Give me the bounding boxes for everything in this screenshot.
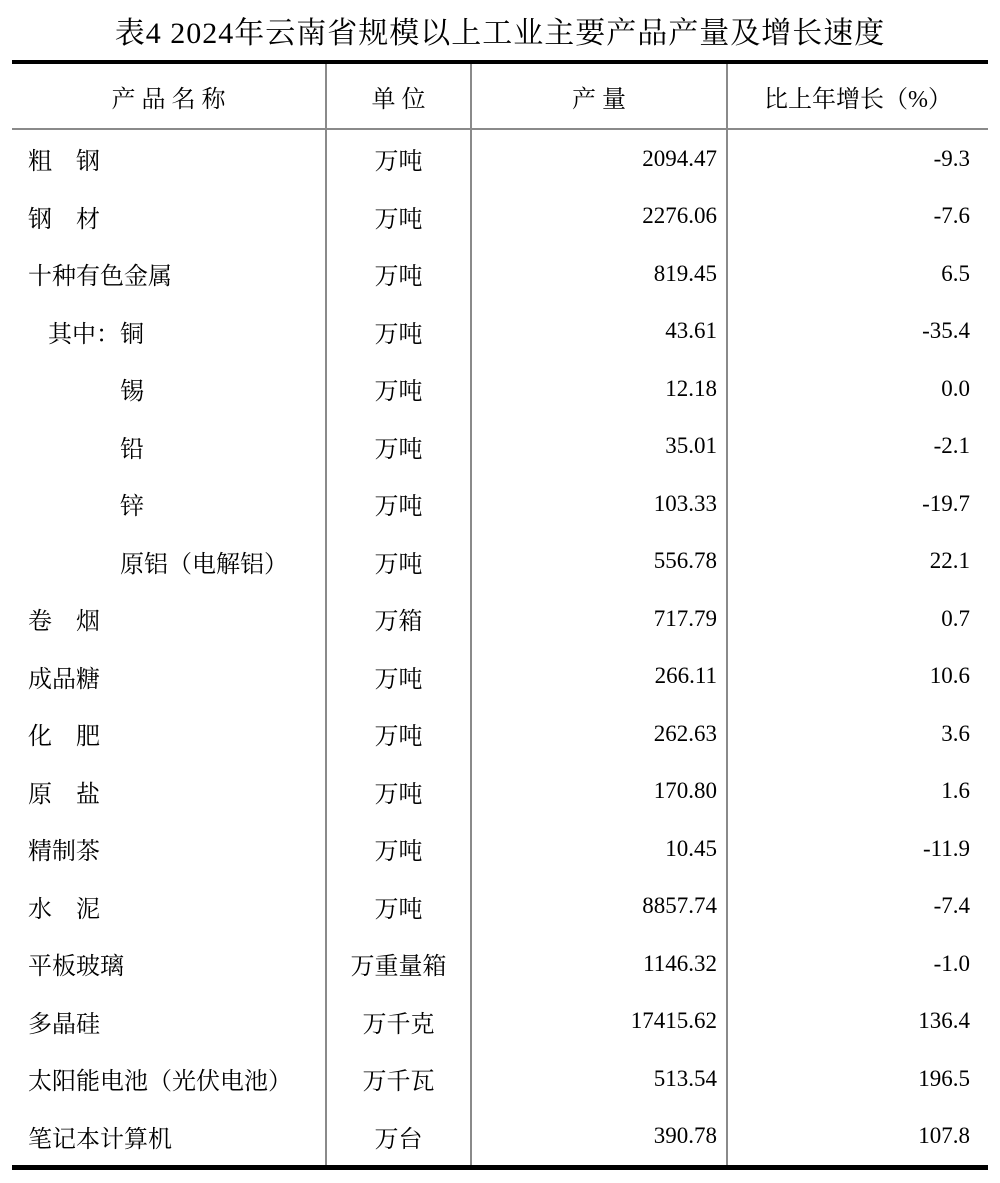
table-row	[12, 475, 988, 533]
output-value-cell: 513.54	[470, 1050, 726, 1108]
growth-value-cell: -2.1	[726, 418, 988, 476]
table-row	[12, 705, 988, 763]
table-body	[12, 130, 988, 1165]
table-row	[12, 533, 988, 591]
growth-value-cell: -7.6	[726, 188, 988, 246]
product-name-cell: 水 泥	[28, 896, 100, 923]
unit-cell: 万吨	[325, 648, 470, 706]
growth-value-cell: -1.0	[726, 935, 988, 993]
unit-cell: 万吨	[325, 360, 470, 418]
product-name-cell: 卷 烟	[28, 609, 100, 636]
page-title: 表4 2024年云南省规模以上工业主要产品产量及增长速度	[114, 17, 886, 50]
table-row	[12, 648, 988, 706]
product-name-cell: 原铝（电解铝）	[120, 551, 288, 578]
output-value-cell: 12.18	[470, 360, 726, 418]
table-row	[12, 418, 988, 476]
growth-value-cell: 0.7	[726, 590, 988, 648]
growth-value-cell: 107.8	[726, 1108, 988, 1166]
growth-value-cell: -19.7	[726, 475, 988, 533]
header-unit: 单 位	[325, 64, 470, 128]
unit-cell: 万吨	[325, 475, 470, 533]
unit-cell: 万吨	[325, 418, 470, 476]
output-value-cell: 390.78	[470, 1108, 726, 1166]
output-value-cell: 556.78	[470, 533, 726, 591]
unit-cell: 万吨	[325, 763, 470, 821]
output-value-cell: 2094.47	[470, 130, 726, 188]
unit-cell: 万吨	[325, 533, 470, 591]
output-value-cell: 819.45	[470, 245, 726, 303]
output-value-cell: 266.11	[470, 648, 726, 706]
product-name-cell: 平板玻璃	[28, 954, 124, 981]
product-name-cell: 其中：铜	[48, 321, 144, 348]
product-name-cell: 原 盐	[28, 781, 100, 808]
unit-cell: 万千克	[325, 993, 470, 1051]
product-name-cell: 精制茶	[28, 839, 100, 866]
table-row	[12, 303, 988, 361]
unit-cell: 万吨	[325, 820, 470, 878]
table-row	[12, 935, 988, 993]
output-value-cell: 10.45	[470, 820, 726, 878]
unit-cell: 万台	[325, 1108, 470, 1166]
output-value-cell: 8857.74	[470, 878, 726, 936]
growth-value-cell: -11.9	[726, 820, 988, 878]
table-row	[12, 820, 988, 878]
unit-cell: 万吨	[325, 188, 470, 246]
growth-value-cell: 136.4	[726, 993, 988, 1051]
unit-cell: 万箱	[325, 590, 470, 648]
table-row	[12, 993, 988, 1051]
output-value-cell: 103.33	[470, 475, 726, 533]
product-name-cell: 太阳能电池（光伏电池）	[28, 1069, 292, 1096]
table-row	[12, 360, 988, 418]
unit-cell: 万吨	[325, 303, 470, 361]
products-table	[12, 60, 988, 1170]
output-value-cell: 170.80	[470, 763, 726, 821]
table-header-row	[12, 64, 988, 130]
product-name-cell: 十种有色金属	[28, 264, 172, 291]
growth-value-cell: -35.4	[726, 303, 988, 361]
table-row	[12, 763, 988, 821]
output-value-cell: 35.01	[470, 418, 726, 476]
header-growth: 比上年增长（%）	[726, 64, 988, 128]
output-value-cell: 43.61	[470, 303, 726, 361]
table-row	[12, 188, 988, 246]
table-row	[12, 245, 988, 303]
unit-cell: 万吨	[325, 705, 470, 763]
output-value-cell: 262.63	[470, 705, 726, 763]
unit-cell: 万吨	[325, 130, 470, 188]
product-name-cell: 锡	[120, 379, 144, 406]
table-row	[12, 130, 988, 188]
growth-value-cell: 196.5	[726, 1050, 988, 1108]
output-value-cell: 1146.32	[470, 935, 726, 993]
growth-value-cell: 0.0	[726, 360, 988, 418]
header-product-name: 产 品 名 称	[111, 86, 226, 113]
growth-value-cell: 22.1	[726, 533, 988, 591]
product-name-cell: 化 肥	[28, 724, 100, 751]
product-name-cell: 成品糖	[28, 666, 100, 693]
product-name-cell: 锌	[120, 494, 144, 521]
growth-value-cell: -9.3	[726, 130, 988, 188]
table-row	[12, 878, 988, 936]
unit-cell: 万千瓦	[325, 1050, 470, 1108]
growth-value-cell: -7.4	[726, 878, 988, 936]
product-name-cell: 笔记本计算机	[28, 1126, 172, 1153]
product-name-cell: 多晶硅	[28, 1011, 100, 1038]
unit-cell: 万吨	[325, 245, 470, 303]
product-name-cell: 钢 材	[28, 206, 100, 233]
table-row	[12, 1108, 988, 1166]
product-name-cell: 铅	[120, 436, 144, 463]
growth-value-cell: 10.6	[726, 648, 988, 706]
table-row	[12, 590, 988, 648]
growth-value-cell: 1.6	[726, 763, 988, 821]
table-row	[12, 1050, 988, 1108]
growth-value-cell: 3.6	[726, 705, 988, 763]
output-value-cell: 2276.06	[470, 188, 726, 246]
unit-cell: 万重量箱	[325, 935, 470, 993]
unit-cell: 万吨	[325, 878, 470, 936]
output-value-cell: 717.79	[470, 590, 726, 648]
product-name-cell: 粗 钢	[28, 149, 100, 176]
growth-value-cell: 6.5	[726, 245, 988, 303]
output-value-cell: 17415.62	[470, 993, 726, 1051]
header-output: 产 量	[470, 64, 726, 128]
